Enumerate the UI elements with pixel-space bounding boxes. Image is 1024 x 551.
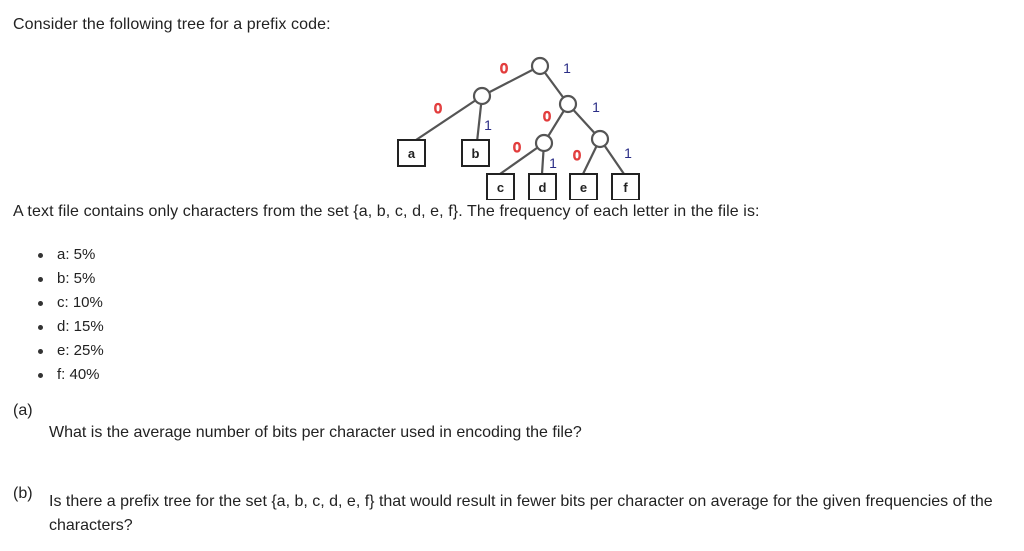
- leaf-label-a: a: [407, 146, 416, 161]
- frequency-intro: A text file contains only characters from the set {a, b, c, d, e, f}. The frequency of each letter in the file is:: [13, 203, 760, 220]
- edge-label-n3-1: 1: [549, 155, 557, 171]
- list-item: e: 25%: [38, 339, 104, 363]
- edge-label-n2-1: 1: [592, 99, 600, 115]
- edge-label-root-1: 1: [563, 60, 571, 76]
- edge-label-n3-0: 0: [513, 139, 521, 155]
- list-item: c: 10%: [38, 291, 104, 315]
- prefix-code-tree: [380, 50, 660, 200]
- frequency-list: [38, 243, 104, 387]
- list-item: a: 5%: [38, 243, 104, 267]
- tree-node-n1: [474, 88, 490, 104]
- tree-node-n2: [560, 96, 576, 112]
- edge-label-n4-1: 1: [624, 145, 632, 161]
- leaf-label-c: c: [496, 180, 505, 195]
- tree-node-n4: [592, 131, 608, 147]
- question-a-label: (a): [13, 402, 33, 419]
- tree-node-n3: [536, 135, 552, 151]
- list-item: f: 40%: [38, 363, 104, 387]
- leaf-label-f: f: [623, 180, 628, 195]
- edge-label-n2-0: 0: [543, 108, 551, 124]
- tree-node-root: [532, 58, 548, 74]
- list-item: b: 5%: [38, 267, 104, 291]
- leaf-label-b: b: [471, 146, 480, 161]
- edge-root-n1: [482, 66, 540, 96]
- question-a-text: What is the average number of bits per character used in encoding the file?: [49, 424, 582, 441]
- list-item: d: 15%: [38, 315, 104, 339]
- leaf-label-d: d: [538, 180, 547, 195]
- edge-label-root-0: 0: [500, 60, 508, 76]
- question-b-text: Is there a prefix tree for the set {a, b, c, d, e, f} that would result in fewer bits per character on average for the given frequencies of the characters?: [49, 493, 993, 534]
- leaf-label-e: e: [579, 180, 588, 195]
- edge-n1-a: [410, 96, 482, 144]
- edge-label-n1-0: 0: [434, 100, 442, 116]
- edge-label-n1-1: 1: [484, 117, 492, 133]
- edge-label-n4-0: 0: [573, 147, 581, 163]
- question-b-label: (b): [13, 485, 33, 502]
- intro-text: Consider the following tree for a prefix code:: [13, 16, 331, 33]
